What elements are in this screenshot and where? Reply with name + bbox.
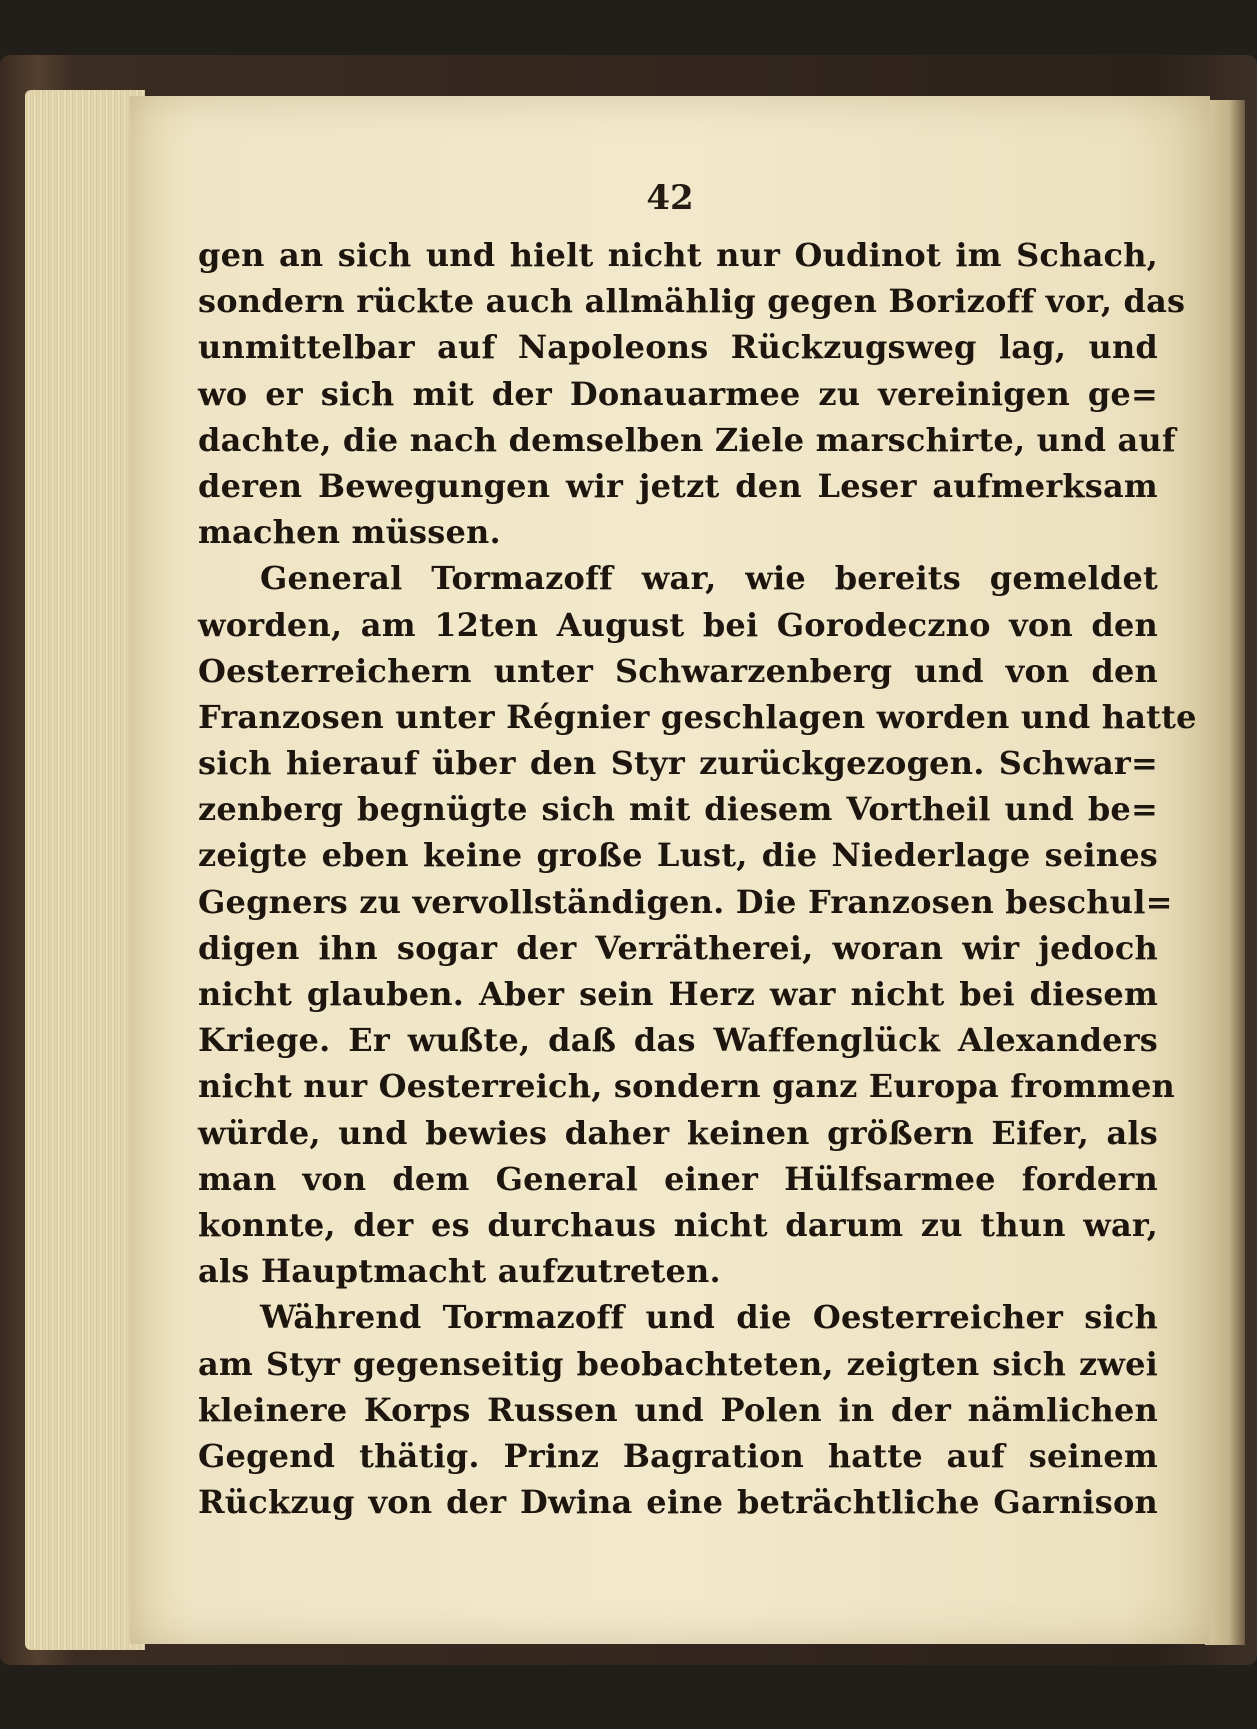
text-line: machen müssen.: [198, 513, 501, 552]
page-number: 42: [646, 178, 694, 218]
text-line: konnte, der es durchaus nicht darum zu thun war,: [198, 1205, 1158, 1244]
text-line: kleinere Korps Russen und Polen in der nämlichen: [198, 1390, 1158, 1429]
text-line: unmittelbar auf Napoleons Rückzugsweg lag, und: [198, 328, 1158, 367]
text-line: nicht glauben. Aber sein Herz war nicht bei diesem: [198, 975, 1158, 1013]
text-line: als Hauptmacht aufzutreten.: [198, 1252, 721, 1291]
text-line: Gegend thätig. Prinz Bagration hatte auf seinem: [198, 1436, 1158, 1475]
page-edges: [25, 90, 145, 1650]
text-line: deren Bewegungen wir jetzt den Leser aufmerksam: [198, 466, 1158, 505]
text-line: gen an sich und hielt nicht nur Oudinot im Schach,: [198, 236, 1158, 274]
text-line: zeigte eben keine große Lust, die Niederlage seines: [198, 836, 1158, 875]
text-line: würde, und bewies daher keinen größern Eifer, als: [198, 1113, 1158, 1152]
text-line: Oesterreichern unter Schwarzenberg und von den: [198, 651, 1158, 690]
text-line: digen ihn sogar der Verrätherei, woran wir jedoch: [198, 928, 1158, 967]
text-line: man von dem General einer Hülfsarmee fordern: [198, 1159, 1158, 1198]
facing-page-edge: [1205, 100, 1245, 1645]
text-line: zenberg begnügte sich mit diesem Vortheil und be=: [198, 790, 1158, 829]
text-line: Rückzug von der Dwina eine beträchtliche Garnison: [198, 1483, 1158, 1522]
text-line: sich hierauf über den Styr zurückgezogen. Schwar=: [198, 744, 1158, 783]
text-line: worden, am 12ten August bei Gorodeczno von den: [198, 605, 1158, 644]
text-line: am Styr gegenseitig beobachteten, zeigten sich zwei: [198, 1344, 1158, 1383]
text-line: wo er sich mit der Donauarmee zu vereinigen ge=: [198, 374, 1158, 413]
page-text: [198, 232, 1197, 1525]
text-line: nicht nur Oesterreich, sondern ganz Europa frommen: [198, 1067, 1176, 1106]
text-line: sondern rückte auch allmählig gegen Borizoff vor, das: [198, 282, 1186, 321]
text-line: General Tormazoff war, wie bereits gemeldet: [260, 559, 1158, 598]
text-line: dachte, die nach demselben Ziele marschirte, und auf: [198, 420, 1176, 459]
text-line: Während Tormazoff und die Oesterreicher sich: [260, 1298, 1158, 1337]
text-line: Kriege. Er wußte, daß das Waffenglück Alexanders: [198, 1021, 1158, 1060]
text-line: Franzosen unter Régnier geschlagen worden und hatte: [198, 697, 1197, 736]
text-line: Gegners zu vervollständigen. Die Franzosen beschul=: [198, 882, 1173, 921]
